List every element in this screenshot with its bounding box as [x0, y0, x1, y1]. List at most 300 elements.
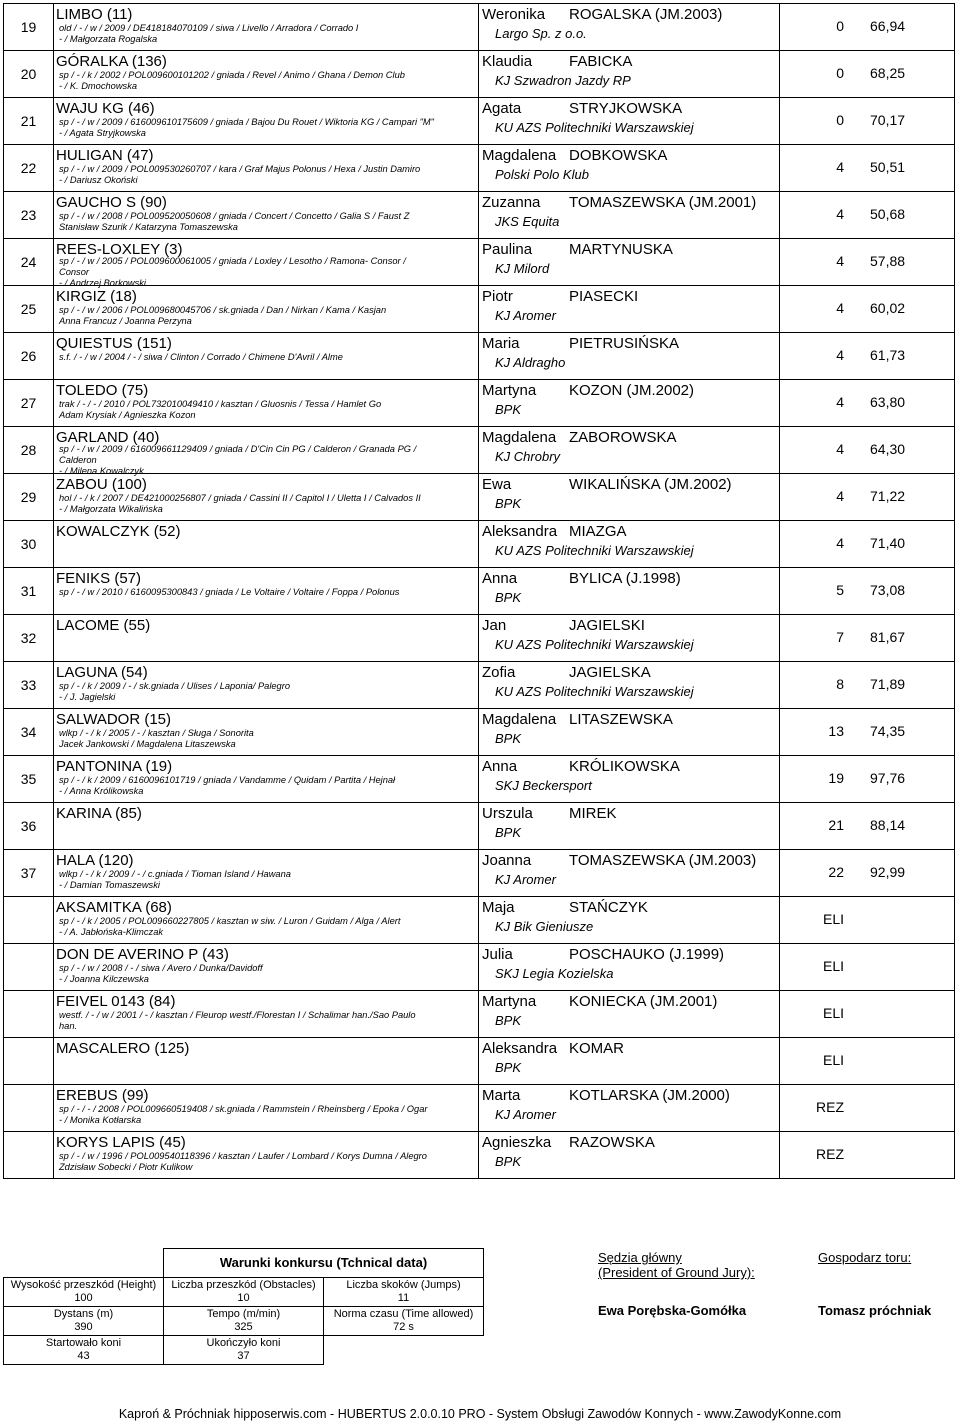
- rider-club: BPK: [495, 1154, 522, 1169]
- horse-detail-line: old / - / w / 2009 / DE418184070109 / siwa / Livello / Arradora / Corrado I: [59, 23, 359, 33]
- rider-club: KJ Milord: [495, 261, 550, 276]
- horse-details: [59, 1010, 416, 1032]
- horse-details: [59, 164, 420, 186]
- place-cell: 33: [4, 662, 54, 709]
- result-time: 61,73: [870, 347, 906, 363]
- rider-cell: [479, 1085, 780, 1132]
- horse-cell: [54, 51, 479, 98]
- result-time: 64,30: [870, 441, 906, 457]
- rider-cell: [479, 803, 780, 850]
- horse-cell: [54, 4, 479, 51]
- horse-detail-line: - / Dariusz Okoński: [59, 175, 138, 185]
- horse-detail-line: - / Andrzej Borkowski: [59, 278, 146, 288]
- result-time: 81,67: [870, 629, 906, 645]
- horse-detail-line: - / Damian Tomaszewski: [59, 880, 160, 890]
- horse-details: [59, 256, 406, 289]
- result-row: [4, 145, 955, 192]
- rider-first-name: Marta: [482, 1087, 521, 1104]
- result-cell: [780, 239, 955, 286]
- horse-details: [59, 70, 405, 92]
- horse-cell: [54, 380, 479, 427]
- penalty-points: 4: [836, 159, 844, 175]
- horse-detail-line: sp / - / w / 2010 / 6160095300843 / gniada / Le Voltaire / Voltaire / Foppa / Polonus: [59, 587, 400, 597]
- penalty-points: ELI: [822, 1052, 844, 1068]
- horse-cell: [54, 615, 479, 662]
- horse-cell: [54, 756, 479, 803]
- result-row: [4, 239, 955, 286]
- result-time: 92,99: [870, 864, 906, 880]
- horse-name: GÓRALKA (136): [56, 53, 167, 70]
- penalty-points: 4: [836, 347, 844, 363]
- horse-detail-line: - / Anna Królikowska: [59, 786, 144, 796]
- results-table: [3, 3, 955, 1179]
- rider-cell: [479, 474, 780, 521]
- horse-details: [59, 1104, 427, 1126]
- penalty-points: ELI: [822, 958, 844, 974]
- rider-first-name: Agata: [482, 100, 522, 117]
- rider-club: BPK: [495, 825, 522, 840]
- horse-detail-line: s.f. / - / w / 2004 / - / siwa / Clinton / Corrado / Chimene D'Avril / Alme: [59, 352, 343, 362]
- horse-cell: [54, 850, 479, 897]
- horse-cell: [54, 1085, 479, 1132]
- horse-cell: [54, 897, 479, 944]
- rider-last-name: LITASZEWSKA: [569, 711, 673, 728]
- horse-name: KOWALCZYK (52): [56, 523, 181, 540]
- horse-name: LAGUNA (54): [56, 664, 148, 681]
- place-cell: 20: [4, 51, 54, 98]
- horse-detail-line: - / Agata Stryjkowska: [59, 128, 146, 138]
- penalty-points: 4: [836, 253, 844, 269]
- rider-cell: [479, 568, 780, 615]
- penalty-points: REZ: [816, 1099, 844, 1115]
- rider-cell: [479, 897, 780, 944]
- penalty-points: 0: [836, 112, 844, 128]
- horse-name: EREBUS (99): [56, 1087, 149, 1104]
- rider-last-name: RAZOWSKA: [569, 1134, 655, 1151]
- result-cell: [780, 51, 955, 98]
- rider-first-name: Magdalena: [482, 711, 557, 728]
- horse-name: TOLEDO (75): [56, 382, 149, 399]
- rider-last-name: MIREK: [569, 805, 617, 822]
- horse-details: [59, 916, 400, 938]
- rider-last-name: FABICKA: [569, 53, 633, 70]
- rider-last-name: DOBKOWSKA: [569, 147, 668, 164]
- horse-cell: [54, 991, 479, 1038]
- host-name: Tomasz próchniak: [818, 1303, 932, 1318]
- rider-first-name: Martyna: [482, 382, 537, 399]
- rider-club: SKJ Beckersport: [495, 778, 592, 793]
- horse-detail-line: Zdzisław Sobecki / Piotr Kulikow: [59, 1162, 193, 1172]
- rider-cell: [479, 850, 780, 897]
- horse-name: PANTONINA (19): [56, 758, 173, 775]
- place-cell: 28: [4, 427, 54, 474]
- rider-first-name: Maria: [482, 335, 520, 352]
- horse-details: [59, 587, 399, 598]
- result-time: 50,68: [870, 206, 906, 222]
- penalty-points: 4: [836, 394, 844, 410]
- horse-cell: [54, 662, 479, 709]
- horse-detail-line: sp / - / k / 2009 / 6160096101719 / gniada / Vandamme / Quidam / Partita / Hejnał: [59, 775, 396, 785]
- result-cell: [780, 944, 955, 991]
- place-cell: 31: [4, 568, 54, 615]
- result-time: 63,80: [870, 394, 906, 410]
- conditions-finished: Ukończyło koni 37: [164, 1335, 324, 1364]
- conditions-caption: Warunki konkursu (Tchnical data): [164, 1249, 484, 1278]
- place-cell: 25: [4, 286, 54, 333]
- rider-first-name: Magdalena: [482, 429, 557, 446]
- conditions-obstacles: Liczba przeszkód (Obstacles) 10: [164, 1277, 324, 1306]
- horse-cell: [54, 709, 479, 756]
- horse-name: GAUCHO S (90): [56, 194, 167, 211]
- rider-last-name: POSCHAUKO (J.1999): [569, 946, 725, 963]
- result-row: [4, 333, 955, 380]
- horse-detail-line: wlkp / - / k / 2005 / - / kasztan / Sługa / Sonorita: [59, 728, 254, 738]
- rider-last-name: JAGIELSKI: [569, 617, 645, 634]
- horse-detail-line: westf. / - / w / 2001 / - / kasztan / Fleurop westf./Florestan I / Schalimar han./Sao Paulo: [59, 1010, 416, 1020]
- rider-cell: [479, 427, 780, 474]
- horse-name: QUIESTUS (151): [56, 335, 172, 352]
- place-cell: 24: [4, 239, 54, 286]
- horse-name: DON DE AVERINO P (43): [56, 946, 229, 963]
- horse-detail-line: sp / - / w / 2008 / - / siwa / Avero / Dunka/Davidoff: [59, 963, 263, 973]
- place-cell: 37: [4, 850, 54, 897]
- horse-name: KARINA (85): [56, 805, 142, 822]
- rider-club: KU AZS Politechniki Warszawskiej: [495, 684, 694, 699]
- horse-name: GARLAND (40): [56, 429, 160, 446]
- result-cell: [780, 568, 955, 615]
- place-cell: 19: [4, 4, 54, 51]
- horse-detail-line: Stanisław Szurik / Katarzyna Tomaszewska: [59, 222, 238, 232]
- place-cell: 26: [4, 333, 54, 380]
- place-cell: [4, 897, 54, 944]
- horse-detail-line: Calderon: [59, 455, 97, 465]
- horse-cell: [54, 1038, 479, 1085]
- result-cell: [780, 1132, 955, 1179]
- rider-last-name: KOZON (JM.2002): [569, 382, 695, 399]
- penalty-points: 4: [836, 206, 844, 222]
- rider-cell: [479, 709, 780, 756]
- rider-last-name: MARTYNUSKA: [569, 241, 673, 258]
- penalty-points: 4: [836, 535, 844, 551]
- result-cell: [780, 1085, 955, 1132]
- place-cell: 27: [4, 380, 54, 427]
- horse-detail-line: sp / - / k / 2002 / POL009600101202 / gniada / Revel / Animo / Ghana / Demon Club: [59, 70, 405, 80]
- result-time: 70,17: [870, 112, 906, 128]
- result-cell: [780, 427, 955, 474]
- result-row: [4, 521, 955, 568]
- rider-first-name: Weronika: [482, 6, 546, 23]
- rider-last-name: STRYJKOWSKA: [569, 100, 683, 117]
- rider-cell: [479, 1132, 780, 1179]
- rider-club: KJ Aromer: [495, 1107, 556, 1122]
- rider-club: KU AZS Politechniki Warszawskiej: [495, 120, 694, 135]
- horse-name: HULIGAN (47): [56, 147, 154, 164]
- horse-detail-line: trak / - / - / 2010 / POL732010049410 / kasztan / Gluosnis / Tessa / Hamlet Go: [59, 399, 382, 409]
- rider-cell: [479, 991, 780, 1038]
- rider-club: BPK: [495, 402, 522, 417]
- horse-detail-line: wlkp / - / k / 2009 / - / c.gniada / Tioman Island / Hawana: [59, 869, 291, 879]
- result-row: [4, 192, 955, 239]
- rider-last-name: PIETRUSIŃSKA: [569, 335, 680, 352]
- rider-first-name: Urszula: [482, 805, 533, 822]
- horse-name: AKSAMITKA (68): [56, 899, 172, 916]
- rider-cell: [479, 286, 780, 333]
- result-cell: [780, 897, 955, 944]
- conditions-tempo: Tempo (m/min) 325: [164, 1306, 324, 1335]
- conditions-time-allowed: Norma czasu (Time allowed) 72 s: [324, 1306, 484, 1335]
- result-time: 97,76: [870, 770, 906, 786]
- horse-cell: [54, 192, 479, 239]
- result-cell: [780, 850, 955, 897]
- conditions-distance: Dystans (m) 390: [4, 1306, 164, 1335]
- horse-cell: [54, 944, 479, 991]
- rider-first-name: Aleksandra: [482, 523, 558, 540]
- place-cell: 34: [4, 709, 54, 756]
- rider-first-name: Julia: [482, 946, 513, 963]
- result-row: [4, 4, 955, 51]
- horse-details: [59, 352, 343, 363]
- result-time: 88,14: [870, 817, 906, 833]
- result-row: [4, 1132, 955, 1179]
- place-cell: 30: [4, 521, 54, 568]
- horse-name: FENIKS (57): [56, 570, 142, 587]
- rider-first-name: Zofia: [482, 664, 516, 681]
- result-cell: [780, 4, 955, 51]
- rider-club: KJ Aromer: [495, 308, 556, 323]
- rider-last-name: KOMAR: [569, 1040, 625, 1057]
- rider-club: SKJ Legia Kozielska: [495, 966, 614, 981]
- horse-detail-line: - / Małgorzata Wikalińska: [59, 504, 163, 514]
- horse-details: [59, 305, 386, 327]
- horse-detail-line: sp / - / k / 2009 / - / sk.gniada / Ulises / Laponia/ Palegro: [59, 681, 290, 691]
- horse-details: [59, 775, 395, 797]
- penalty-points: 4: [836, 441, 844, 457]
- horse-cell: [54, 521, 479, 568]
- horse-cell: [54, 474, 479, 521]
- rider-cell: [479, 944, 780, 991]
- rider-last-name: JAGIELSKA: [569, 664, 651, 681]
- result-row: [4, 803, 955, 850]
- place-cell: 32: [4, 615, 54, 662]
- horse-detail-line: sp / - / w / 2005 / POL009600061005 / gniada / Loxley / Lesotho / Ramona- Consor /: [59, 256, 406, 266]
- rider-cell: [479, 145, 780, 192]
- rider-club: KU AZS Politechniki Warszawskiej: [495, 543, 694, 558]
- horse-detail-line: - / J. Jagielski: [59, 692, 116, 702]
- horse-detail-line: sp / - / w / 2008 / POL009520050608 / gniada / Concert / Concetto / Galia S / Faust Z: [59, 211, 410, 221]
- penalty-points: 0: [836, 18, 844, 34]
- horse-detail-line: Consor: [59, 267, 89, 277]
- rider-last-name: WIKALIŃSKA (JM.2002): [569, 476, 732, 493]
- result-row: [4, 51, 955, 98]
- conditions-height: Wysokość przeszkód (Height) 100: [4, 1277, 164, 1306]
- result-row: [4, 568, 955, 615]
- penalty-points: 22: [828, 864, 844, 880]
- rider-first-name: Aleksandra: [482, 1040, 558, 1057]
- host-title: Gospodarz toru:: [818, 1250, 912, 1265]
- horse-name: KORYS LAPIS (45): [56, 1134, 186, 1151]
- place-cell: 36: [4, 803, 54, 850]
- place-cell: 23: [4, 192, 54, 239]
- horse-detail-line: - / Monika Kotłarska: [59, 1115, 142, 1125]
- rider-first-name: Magdalena: [482, 147, 557, 164]
- rider-first-name: Zuzanna: [482, 194, 541, 211]
- result-row: [4, 850, 955, 897]
- horse-detail-line: Adam Krysiak / Agnieszka Kozon: [59, 410, 196, 420]
- rider-club: BPK: [495, 590, 522, 605]
- horse-detail-line: sp / - / k / 2005 / POL009660227805 / kasztan w siw. / Luron / Guidam / Alga / Alert: [59, 916, 401, 926]
- rider-last-name: TOMASZEWSKA (JM.2001): [569, 194, 757, 211]
- horse-details: [59, 23, 358, 45]
- footer: Kaproń & Próchniak hipposerwis.com - HUBERTUS 2.0.0.10 PRO - System Obsługi Zawodów Konnych - www.ZawodyKonne.com: [118, 1407, 842, 1421]
- judge-name: Ewa Porębska-Gomółka: [598, 1303, 747, 1318]
- horse-detail-line: sp / - / w / 2009 / 616009610175609 / gniada / Bajou Du Rouet / Wiktoria KG / Campari "M": [59, 117, 434, 127]
- rider-first-name: Paulina: [482, 241, 533, 258]
- rider-first-name: Joanna: [482, 852, 532, 869]
- horse-detail-line: - / Milena Kowalczyk: [59, 466, 144, 476]
- horse-detail-line: sp / - / w / 2009 / 616009661129409 / gniada / D'Cin Cin PG / Calderon / Granada PG /: [59, 444, 417, 454]
- rider-last-name: KONIECKA (JM.2001): [569, 993, 718, 1010]
- horse-name: KIRGIZ (18): [56, 288, 137, 305]
- result-time: 71,89: [870, 676, 906, 692]
- horse-cell: [54, 803, 479, 850]
- penalty-points: 21: [828, 817, 844, 833]
- result-row: [4, 427, 955, 474]
- rider-cell: [479, 1038, 780, 1085]
- judge-title: Sędzia główny (President of Ground Jury):: [598, 1250, 755, 1280]
- place-cell: 29: [4, 474, 54, 521]
- conditions-started: Startowało koni 43: [4, 1335, 164, 1364]
- horse-details: [59, 399, 381, 421]
- rider-last-name: MIAZGA: [569, 523, 627, 540]
- result-cell: [780, 615, 955, 662]
- result-cell: [780, 709, 955, 756]
- horse-detail-line: - / A. Jabłońska-Klimczak: [59, 927, 164, 937]
- result-row: [4, 1038, 955, 1085]
- result-cell: [780, 286, 955, 333]
- rider-first-name: Klaudia: [482, 53, 533, 70]
- rider-cell: [479, 756, 780, 803]
- horse-detail-line: han.: [59, 1021, 78, 1031]
- rider-first-name: Piotr: [482, 288, 513, 305]
- result-cell: [780, 756, 955, 803]
- rider-club: BPK: [495, 1060, 522, 1075]
- horse-detail-line: hol / - / k / 2007 / DE421000256807 / gniada / Cassini II / Capitol I / Uletta I / Calvados II: [59, 493, 421, 503]
- place-cell: [4, 1132, 54, 1179]
- rider-last-name: ZABOROWSKA: [569, 429, 677, 446]
- result-row: [4, 662, 955, 709]
- horse-details: [59, 728, 254, 750]
- horse-name: LIMBO (11): [56, 6, 133, 23]
- horse-details: [59, 117, 434, 139]
- rider-cell: [479, 4, 780, 51]
- rider-cell: [479, 239, 780, 286]
- course-conditions-table: [3, 1248, 644, 1365]
- penalty-points: 19: [828, 770, 844, 786]
- rider-last-name: ROGALSKA (JM.2003): [569, 6, 723, 23]
- rider-club: KJ Chrobry: [495, 449, 561, 464]
- result-cell: [780, 333, 955, 380]
- result-cell: [780, 991, 955, 1038]
- horse-details: [59, 444, 416, 477]
- horse-cell: [54, 1132, 479, 1179]
- place-cell: [4, 991, 54, 1038]
- horse-detail-line: - / Małgorzata Rogalska: [59, 34, 158, 44]
- rider-club: JKS Equita: [495, 214, 560, 229]
- result-cell: [780, 1038, 955, 1085]
- rider-first-name: Ewa: [482, 476, 512, 493]
- rider-club: KJ Bik Gieniusze: [495, 919, 594, 934]
- penalty-points: 8: [836, 676, 844, 692]
- rider-last-name: KRÓLIKOWSKA: [569, 758, 680, 775]
- place-cell: 22: [4, 145, 54, 192]
- horse-name: REES-LOXLEY (3): [56, 241, 183, 258]
- penalty-points: 13: [828, 723, 844, 739]
- horse-name: WAJU KG (46): [56, 100, 155, 117]
- rider-cell: [479, 98, 780, 145]
- horse-cell: [54, 568, 479, 615]
- horse-name: SALWADOR (15): [56, 711, 172, 728]
- result-cell: [780, 521, 955, 568]
- rider-last-name: KOTLARSKA (JM.2000): [569, 1087, 730, 1104]
- place-cell: 35: [4, 756, 54, 803]
- horse-cell: [54, 333, 479, 380]
- horse-details: [59, 493, 421, 515]
- penalty-points: 5: [836, 582, 844, 598]
- rider-club: BPK: [495, 731, 522, 746]
- horse-detail-line: sp / - / - / 2008 / POL009660519408 / sk.gniada / Rammstein / Rheinsberg / Epoka / Ogar: [59, 1104, 428, 1114]
- rider-cell: [479, 380, 780, 427]
- rider-club: BPK: [495, 496, 522, 511]
- result-time: 60,02: [870, 300, 906, 316]
- horse-detail-line: - / Joanna Kilczewska: [59, 974, 149, 984]
- result-row: [4, 991, 955, 1038]
- horse-cell: [54, 427, 479, 474]
- result-time: 57,88: [870, 253, 906, 269]
- result-time: 50,51: [870, 159, 906, 175]
- result-time: 73,08: [870, 582, 906, 598]
- place-cell: [4, 1038, 54, 1085]
- place-cell: 21: [4, 98, 54, 145]
- result-cell: [780, 803, 955, 850]
- horse-detail-line: sp / - / w / 2006 / POL009680045706 / sk.gniada / Dan / Nirkan / Kama / Kasjan: [59, 305, 387, 315]
- horse-details: [59, 869, 291, 891]
- penalty-points: 4: [836, 300, 844, 316]
- penalty-points: 4: [836, 488, 844, 504]
- result-cell: [780, 145, 955, 192]
- horse-name: FEIVEL 0143 (84): [56, 993, 176, 1010]
- horse-name: HALA (120): [56, 852, 134, 869]
- rider-last-name: STAŃCZYK: [569, 899, 648, 916]
- penalty-points: REZ: [816, 1146, 844, 1162]
- rider-first-name: Maja: [482, 899, 515, 916]
- rider-club: KJ Szwadron Jazdy RP: [495, 73, 631, 88]
- horse-cell: [54, 239, 479, 286]
- conditions-jumps: Liczba skoków (Jumps) 11: [324, 1277, 484, 1306]
- horse-name: ZABOU (100): [56, 476, 147, 493]
- rider-cell: [479, 521, 780, 568]
- rider-last-name: TOMASZEWSKA (JM.2003): [569, 852, 757, 869]
- result-time: 68,25: [870, 65, 906, 81]
- rider-cell: [479, 192, 780, 239]
- rider-club: Largo Sp. z o.o.: [495, 26, 587, 41]
- horse-detail-line: sp / - / w / 2009 / POL009530260707 / kara / Graf Majus Polonus / Hexa / Justin Damiro: [59, 164, 421, 174]
- result-time: 74,35: [870, 723, 906, 739]
- result-time: 71,40: [870, 535, 906, 551]
- penalty-points: 7: [836, 629, 844, 645]
- penalty-points: ELI: [822, 1005, 844, 1021]
- conditions-blank-cell: [4, 1249, 164, 1278]
- horse-name: MASCALERO (125): [56, 1040, 190, 1057]
